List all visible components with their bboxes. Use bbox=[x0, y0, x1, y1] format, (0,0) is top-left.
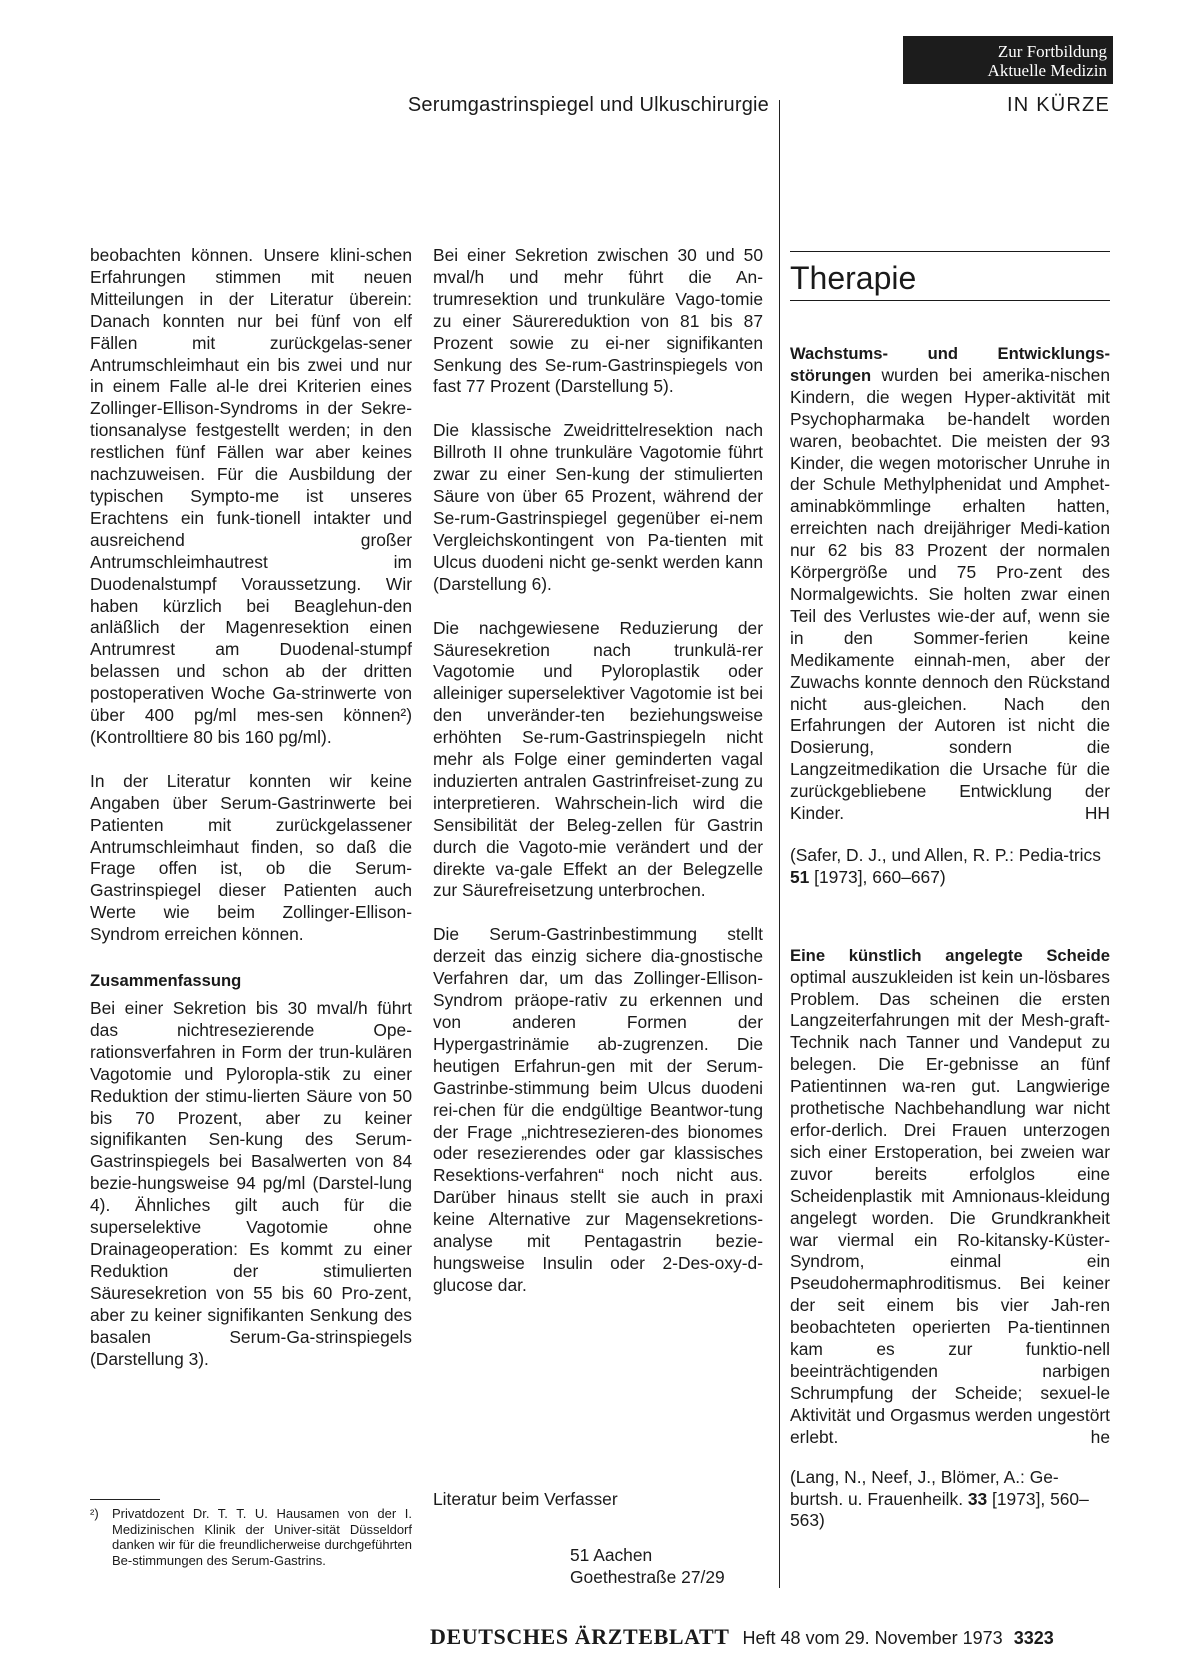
news-item-reference bbox=[790, 1467, 1110, 1533]
footnote-rule bbox=[90, 1499, 160, 1500]
reference-volume: 33 bbox=[967, 1488, 988, 1509]
footnote-text: Privatdozent Dr. T. T. U. Hausamen von der I. Medizinischen Klinik der Univer-sität Düsseldorf danken wir für die freundlicherweise durchgeführten Be-stimmungen des Serum-Gastrins. bbox=[112, 1506, 412, 1568]
page-footer bbox=[430, 1624, 1120, 1650]
article-column-2 bbox=[433, 245, 763, 1319]
address-city: 51 Aachen bbox=[570, 1545, 653, 1565]
news-item-reference bbox=[790, 845, 1110, 889]
news-item-text: optimal auszukleiden ist kein un-lösbares Problem. Das scheinen die ersten Langzeiterfahrungen mit der Mesh-graft-Technik nach Tanner und Vandeput zu belegen. Die Er-gebnisse an fünf Patientinnen wa-ren gut. Langwierige prothetische Nachbehandlung war nicht erfor-derlich. Drei Frauen unterzogen sich einer Erstoperation, bei zweien war zuvor bereits erfolglos eine Scheidenplastik mit Amnionaus-kleidung angelegt worden. Die Grundkrankheit war viermal ein Ro-kitansky-Küster-Syndrom, einmal ein Pseudohermaphroditismus. Bei keiner der seit einem bis vier Jah-ren beobachteten operierten Pa-tientinnen kam es zur funktio-nell beeinträchtigenden narbigen Schrumpfung der Scheide; sexuel-le Aktivität und Orgasmus werden ungestört erlebt. bbox=[790, 966, 1110, 1447]
section-heading-therapie: Therapie bbox=[790, 251, 1110, 301]
paragraph: Bei einer Sekretion zwischen 30 und 50 mval/h und mehr führt die An-trumresektion und trunkuläre Vago-tomie zu einer Säurereduktion von 81 bis 87 Prozent sowie zu ei-ner signifikanten Senkung des Se-rum-Gastrinspiegels von fast 77 Prozent (Darstellung 5). bbox=[433, 245, 763, 397]
paragraph: Die nachgewiesene Reduzierung der Säuresekretion nach trunkulä-rer Vagotomie und Pyloroplastik oder alleiniger superselektiver Vagotomie ist bei den unveränder-ten beziehungsweise erhöhten Se-rum-Gastrinspiegeln nicht mehr als Folge einer geminderten vagal induzierten antralen Gastrinfreiset-zung zu interpretieren. Wahrschein-lich wird die Sensibilität der Beleg-zellen für Gastrin durch die Vagoto-mie verändert und der direkte va-gale Effekt an der Belegzelle zur Säurefreisetzung unterbrochen. bbox=[433, 617, 763, 901]
reference-text: [1973], 660–667) bbox=[809, 866, 946, 887]
author-initials: HH bbox=[1084, 803, 1110, 824]
news-item-lead: Eine künstlich angelegte Scheide bbox=[790, 945, 1110, 965]
address-street: Goethestraße 27/29 bbox=[570, 1567, 725, 1587]
reference-volume: 51 bbox=[790, 866, 810, 887]
issue-info: Heft 48 vom 29. November 1973 bbox=[742, 1628, 1003, 1648]
section-tag: IN KÜRZE bbox=[1007, 94, 1110, 116]
subheading-zusammenfassung: Zusammenfassung bbox=[90, 971, 242, 991]
badge-line-aktuelle-medizin: Aktuelle Medizin bbox=[987, 61, 1107, 80]
footnote bbox=[90, 1506, 412, 1568]
paragraph: Die Serum-Gastrinbestimmung stellt derzeit das einzig sichere dia-gnostische Verfahren dar, um das Zollinger-Ellison-Syndrom präope-rativ zu erkennen und von anderen Formen der Hypergastrinämie ab-zugrenzen. Die heutigen Erfahrun-gen mit der Serum-Gastrinbe-stimmung beim Ulcus duodeni rei-chen für die endgültige Beantwor-tung der Frage „nichtresezieren-des bionomes oder resezierendes oder gar klassisches Resektions-verfahren“ noch nicht aus. Darüber hinaus stellt sie auch in praxi keine Alternative zur Magensekretions-analyse mit Pentagastrin bezie-hungsweise Insulin oder 2-Des-oxy-d-glucose dar. bbox=[433, 924, 763, 1295]
author-initials: he bbox=[1090, 1426, 1110, 1447]
badge-line-fortbildung: Zur Fortbildung bbox=[997, 42, 1107, 61]
literature-note: Literatur beim Verfasser bbox=[433, 1489, 618, 1509]
paragraph: Die klassische Zweidrittelresektion nach Billroth II ohne trunkuläre Vagotomie führt zwar zu einer Sen-kung der stimulierten Säure von über 65 Prozent, während der Se-rum-Gastrinspiegel gegenüber ei-nem Vergleichskontingent von Pa-tienten mit Ulcus duodeni nicht ge-senkt werden kann (Darstellung 6). bbox=[433, 420, 763, 594]
news-item bbox=[790, 343, 1110, 825]
news-column bbox=[790, 343, 1110, 1554]
paragraph: beobachten können. Unsere klini-schen Erfahrungen stimmen mit neuen Mitteilungen in der Literatur überein: Danach konnten nur bei fünf von elf Fällen mit zurückgelas-sener Antrumschleimhaut ein bis zwei und nur in einem Falle al-le drei Kriterien eines Zollinger-Ellison-Syndroms in der Sekre-tionsanalyse festgestellt werden; in den restlichen fünf Fällen war aber keines nachzuweisen. Für die Ausbildung der typischen Sympto-me ist unseres Erachtens ein funk-tionell intakter und ausreichend großer Antrumschleimhautrest im Duodenalstumpf Voraussetzung. Wir haben kürzlich bei Beaglehun-den anläßlich der Magenresektion einen Antrumrest am Duodenal-stumpf belassen und schon ab der dritten postoperativen Woche Ga-strinwerte von über 400 pg/ml mes-sen können²) (Kontrolltiere 80 bis 160 pg/ml). bbox=[90, 245, 412, 747]
running-title: Serumgastrinspiegel und Ulkuschirurgie bbox=[407, 94, 769, 116]
reference-text: (Lang, N., Neef, J., Blömer, A.: Ge-burtsh. u. Frauenheilk. bbox=[790, 1466, 1059, 1509]
paragraph: Bei einer Sekretion bis 30 mval/h führt das nichtresezierende Ope-rationsverfahren in Form der trun-kulären Vagotomie und Pyloropla-stik zu einer Reduktion der stimu-lierten Säure von 50 bis 70 Prozent, aber zu keiner signifikanten Sen-kung des Serum-Gastrinspiegels bei Basalwerten von 84 bezie-hungsweise 94 pg/ml (Darstel-lung 4). Ähnliches gilt auch für die superselektive Vagotomie ohne Drainageoperation: Es kommt zu einer Reduktion der stimulierten Säuresekretion von 55 bis 60 Pro-zent, aber zu keiner signifikanten Senkung des basalen Serum-Ga-strinspiegels (Darstellung 3). bbox=[90, 998, 412, 1369]
journal-name: DEUTSCHES ÄRZTEBLATT bbox=[430, 1624, 730, 1649]
article-column-1 bbox=[90, 245, 412, 1392]
column-divider bbox=[779, 100, 780, 1588]
news-item-lead: Wachstums- und Entwicklungs-störungen bbox=[790, 344, 1110, 385]
section-badge bbox=[903, 36, 1113, 84]
paragraph: In der Literatur konnten wir keine Angaben über Serum-Gastrinwerte bei Patienten mit zurückgelassener Antrumschleimhaut finden, so daß die Frage offen ist, ob die Serum-Gastrinspiegel dieser Patienten auch Werte wie beim Zollinger-Ellison-Syndrom erreichen können. bbox=[90, 770, 412, 945]
author-address bbox=[570, 1544, 770, 1588]
news-item-text: wurden bei amerika-nischen Kindern, die wegen Hyper-aktivität mit Psychopharmaka be-handelt worden waren, beobachtet. Die meisten der 93 Kinder, die wegen motorischer Unruhe in der Schule Methylphenidat und Amphet-aminabkömmlinge erhalten hatten, erreichten nach dreijähriger Medi-kation nur 62 bis 83 Prozent der normalen Körpergröße und 75 Pro-zent des Normalgewichts. Sie holten zwar einen Teil des Verlustes wie-der auf, wenn sie in den Sommer-ferien keine Medikamente einnah-men, aber der Zuwachs konnte dennoch den Rückstand nicht aus-gleichen. Nach den Erfahrungen der Autoren ist nicht die Dosierung, sondern die Langzeitmedikation die Ursache für die zurückgebliebene Entwicklung der Kinder. bbox=[790, 364, 1110, 824]
news-item bbox=[790, 945, 1110, 1449]
reference-text: [1973], 560–563) bbox=[790, 1488, 1089, 1531]
page-number: 3323 bbox=[1013, 1628, 1054, 1648]
footnote-mark: ²) bbox=[90, 1506, 99, 1521]
reference-text: (Safer, D. J., und Allen, R. P.: Pedia-trics bbox=[790, 844, 1101, 865]
